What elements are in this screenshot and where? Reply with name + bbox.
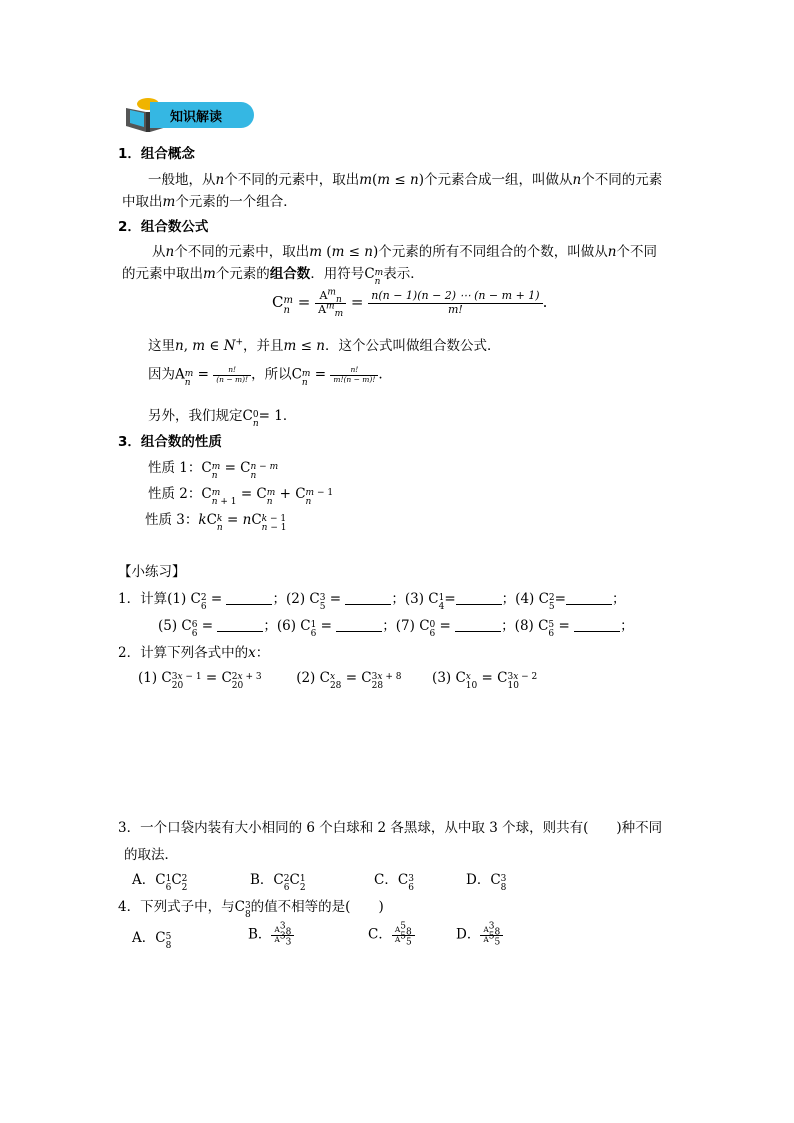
section-1-para-line2: 中取出m个元素的一个组合．	[122, 194, 297, 210]
section-2-para-line1: 从n个不同的元素中，取出m (m ≤ n)个元素的所有不同组合的个数，叫做从n个不同	[152, 244, 657, 260]
answer-blank[interactable]	[345, 592, 391, 605]
question-1-row2: (5) C 6 6 = ；(6) C 1 6 = ；(7) C 0 6 = ；(8) C 5 6 = ；	[158, 618, 634, 639]
question-2-items: (1) C 3x − 1 20 = C 2x + 3 20 (2) C x 28 = C 3x + 8 28 (3) C x 10 = C 3x − 2 10	[138, 670, 538, 691]
zero-convention: 另外，我们规定C 0 n = 1．	[148, 408, 297, 429]
formula-condition: 这里n, m ∈ N+，并且m ≤ n．这个公式叫做组合数公式．	[148, 337, 501, 354]
section-2-title: 2．组合数公式	[118, 219, 209, 235]
combination-formula: C m n = $\frac{A^m_n}{A^m_m}$ = $\frac{n(n - 1)(n - 2) \cdots (n - m + 1)}{m!}$ .	[272, 287, 548, 319]
option-a[interactable]: A．C 1 6 C 2 2	[132, 872, 188, 893]
section-1-para-line1: 一般地，从n个不同的元素中，取出m(m ≤ n)个元素合成一组，叫做从n个不同的元素	[148, 172, 663, 188]
answer-blank[interactable]	[455, 619, 501, 632]
property-2: 性质 2：C m n + 1 = C m n + C m − 1 n	[148, 486, 334, 507]
practice-title: 【小练习】	[118, 564, 186, 580]
option-c[interactable]: C．C 3 6	[374, 872, 414, 893]
question-3-line2: 的取法．	[124, 847, 178, 863]
option-a[interactable]: A．C 5 8	[132, 930, 172, 951]
option-b[interactable]: B．C 2 6 C 1 2	[250, 872, 306, 893]
option-c[interactable]: C． $\frac{A^5_8}{A^5_5}$	[368, 926, 415, 944]
section-1-title: 1．组合概念	[118, 146, 195, 162]
answer-blank[interactable]	[566, 592, 612, 605]
question-1-row1: 1．计算(1) C 2 6 = ；(2) C 3 5 = ；(3) C 1 4 = ；(4) C 2 5 = ；	[118, 591, 626, 612]
section-2-para-line2: 的元素中取出m个元素的组合数．用符号C m n 表示．	[122, 266, 424, 287]
factorial-formula: 因为A m n = $\frac{n!}{(n - m)!}$ ，所以C m n = $\frac{n!}{m!(n - m)!}$ .	[148, 365, 383, 388]
section-3-title: 3．组合数的性质	[118, 434, 222, 450]
option-b[interactable]: B． $\frac{A^3_8}{A^3_3}$	[248, 926, 294, 944]
answer-blank[interactable]	[336, 619, 382, 632]
answer-blank[interactable]	[217, 619, 263, 632]
answer-blank[interactable]	[456, 592, 502, 605]
question-3-options	[132, 872, 612, 893]
answer-blank[interactable]	[226, 592, 272, 605]
section-banner	[120, 98, 256, 132]
option-d[interactable]: D．C 3 8	[466, 872, 507, 893]
question-4: 4．下列式子中，与C 3 8 的值不相等的是( )	[118, 899, 384, 920]
answer-blank[interactable]	[574, 619, 620, 632]
property-1: 性质 1：C m n = C n − m n	[148, 460, 279, 481]
question-2: 2．计算下列各式中的x：	[118, 645, 270, 661]
property-3: 性质 3：kC k n = nC k − 1 n − 1	[145, 512, 287, 533]
option-d[interactable]: D． $\frac{A^3_8}{A^5_5}$	[456, 926, 503, 944]
question-4-options	[132, 921, 612, 951]
question-3-line1: 3．一个口袋内装有大小相同的 6 个白球和 2 各黑球，从中取 3 个球，则共有( )种不同	[118, 820, 663, 836]
banner-title: 知识解读	[170, 110, 223, 125]
